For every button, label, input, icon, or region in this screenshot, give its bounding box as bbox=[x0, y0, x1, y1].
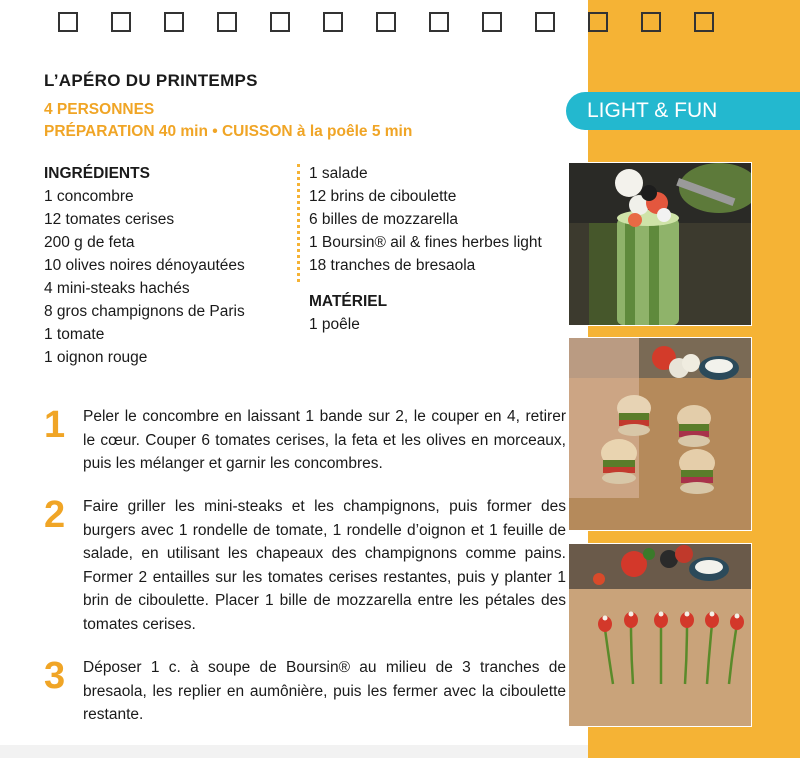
step-number: 2 bbox=[44, 494, 66, 536]
cucumber-cups-photo bbox=[568, 162, 752, 326]
binding-hole bbox=[111, 12, 131, 32]
binding-hole bbox=[694, 12, 714, 32]
binding-hole bbox=[429, 12, 449, 32]
ingredient-item: 4 mini-steaks hachés bbox=[44, 280, 190, 297]
step-text: Faire griller les mini-steaks et les champignons, puis former des burgers avec 1 rondelle de tomate, 1 rondelle d’oignon et 1 feuille de salade, en utilisant les chapeaux des champignons comme pains. Former 2 entailles sur les tomates cerises restantes, puis y planter 1 brin de ciboulette. Placer 1 bille de mozzarella entre les pétales des tomates cerises. bbox=[83, 498, 566, 633]
preparation-time: PRÉPARATION 40 min • CUISSON à la poêle 5 min bbox=[44, 123, 413, 140]
ingredient-item: 1 salade bbox=[309, 165, 368, 182]
step-text: Déposer 1 c. à soupe de Boursin® au milieu de 3 tranches de bresaola, les replier en aumônière, puis les fermer avec la ciboulette restante. bbox=[83, 659, 566, 723]
step-3 bbox=[44, 656, 564, 726]
binding-hole bbox=[376, 12, 396, 32]
material-item: 1 poêle bbox=[309, 316, 360, 333]
page-edge bbox=[0, 745, 588, 758]
mushroom-burgers-photo bbox=[568, 337, 752, 531]
binding-hole bbox=[323, 12, 343, 32]
binding-hole bbox=[270, 12, 290, 32]
recipe-title: L’APÉRO DU PRINTEMPS bbox=[44, 71, 258, 90]
ingredient-item: 12 tomates cerises bbox=[44, 211, 175, 228]
ingredients-column-2 bbox=[309, 162, 542, 336]
ingredients-heading: INGRÉDIENTS bbox=[44, 165, 150, 182]
binding-hole bbox=[535, 12, 555, 32]
ingredient-item: 1 oignon rouge bbox=[44, 349, 148, 366]
step-number: 1 bbox=[44, 404, 66, 446]
ingredient-item: 200 g de feta bbox=[44, 234, 135, 251]
binding-hole bbox=[588, 12, 608, 32]
ingredient-item: 18 tranches de bresaola bbox=[309, 257, 476, 274]
step-number: 3 bbox=[44, 655, 66, 697]
tomato-tulips-photo bbox=[568, 543, 752, 727]
ingredient-item: 8 gros champignons de Paris bbox=[44, 303, 245, 320]
binding-hole bbox=[482, 12, 502, 32]
binding-hole bbox=[164, 12, 184, 32]
servings: 4 PERSONNES bbox=[44, 101, 155, 118]
spiral-binding bbox=[58, 12, 747, 32]
step-text: Peler le concombre en laissant 1 bande sur 2, le couper en 4, retirer le cœur. Couper 6 tomates cerises, la feta et les olives en morceaux, puis les mélanger et garnir les concombres. bbox=[83, 408, 566, 472]
column-divider bbox=[297, 164, 300, 282]
ingredient-item: 12 brins de ciboulette bbox=[309, 188, 457, 205]
binding-hole bbox=[641, 12, 661, 32]
ingredient-item: 6 billes de mozzarella bbox=[309, 211, 459, 228]
ingredient-item: 1 concombre bbox=[44, 188, 134, 205]
category-badge-label: LIGHT & FUN bbox=[587, 99, 718, 122]
material-heading: MATÉRIEL bbox=[309, 293, 388, 310]
ingredients-column-1 bbox=[44, 162, 245, 369]
ingredient-item: 10 olives noires dénoyautées bbox=[44, 257, 245, 274]
step-1 bbox=[44, 405, 564, 475]
ingredient-item: 1 Boursin® ail & fines herbes light bbox=[309, 234, 542, 251]
binding-hole bbox=[58, 12, 78, 32]
step-2 bbox=[44, 495, 564, 635]
ingredient-item: 1 tomate bbox=[44, 326, 105, 343]
binding-hole bbox=[217, 12, 237, 32]
